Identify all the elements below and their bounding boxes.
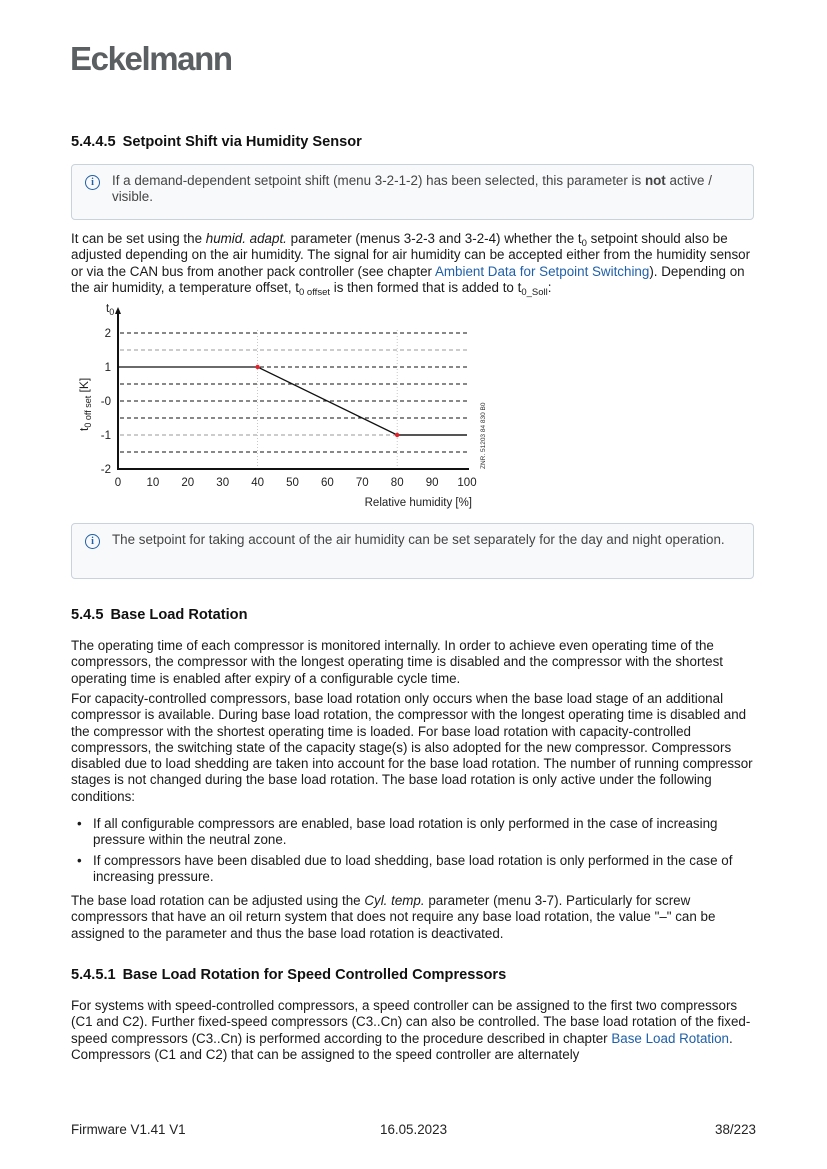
x-tick-label: 0 xyxy=(114,477,122,489)
y-tick-label: 2 xyxy=(104,328,111,340)
x-tick-label: 70 xyxy=(355,477,369,489)
paragraph-operating-time: The operating time of each compressor is monitored internally. In order to achieve even operating time of the compressors, the compressor with the longest operating time is disabled and the compressor with the shortest operating time is enabled after expiry of a configurable cycle time. xyxy=(71,638,723,686)
y-tick-label: -1 xyxy=(100,430,111,442)
y-tick-label: -2 xyxy=(100,464,111,476)
footer-date: 16.05.2023 xyxy=(380,1122,448,1137)
conditions-list xyxy=(71,816,761,889)
info-icon: i xyxy=(85,534,100,549)
section-number: 5.4.4.5 xyxy=(71,134,116,150)
section-heading-setpoint-shift xyxy=(71,134,362,150)
paragraph-cyl-temp: The base load rotation can be adjusted using the Cyl. temp. parameter (menu 3-7). Particularly for screw compressors that have an oil return system that does not require any base load rotation, the value "–" can be assigned to the parameter and thus the base load rotation is deactivated. xyxy=(71,893,716,941)
x-tick-label: 80 xyxy=(390,477,404,489)
footer-firmware: Firmware V1.41 V1 xyxy=(71,1122,186,1137)
info-note-day-night: i The setpoint for taking account of the air humidity can be set separately for the day and night operation. xyxy=(71,523,754,579)
x-tick-label: 30 xyxy=(216,477,230,489)
paragraph-capacity-controlled: For capacity-controlled compressors, base load rotation only occurs when the base load stage of an additional compressor is available. During base load rotation, the compressor with the longest operating time is disabled and the compressor with the shortest operating time is loaded. For base load rotation with capacity-controlled compressors, the switching state of the capacity stage(s) is also adopted for the new compressor. Compressors disabled due to load shedding are taken into account for the base load rotation. The number of running compressor stages is not changed during the base load rotation. The base load rotation is only active under the following conditions: xyxy=(71,691,753,804)
section-heading-speed-controlled: 5.4.5.1 Base Load Rotation for Speed Controlled Compressors xyxy=(71,967,507,983)
x-axis-label: Relative humidity [%] xyxy=(364,497,472,509)
paragraph-humidity-intro: It can be set using the humid. adapt. parameter (menus 3-2-3 and 3-2-4) whether the $t_0$ setpoint should also be adjusted depending on the air humidity. The signal for air humidity can be accepted either from the humidity sensor or via the CAN bus from another pack controller (see chapter Ambient Data for Setpoint Switching). Depending on the air humidity, a temperature offset, $t_{0 offset}$ is then formed that is added to $t_{0\_Soll}$: xyxy=(71,231,751,298)
drawing-number: ZNR. 51203 84 830 B0 xyxy=(480,402,487,469)
y-axis-arrow xyxy=(115,307,121,314)
x-tick-label: 40 xyxy=(251,477,264,489)
y-tick-label: 1 xyxy=(104,362,111,374)
eckelmann-logo: Eckelmann xyxy=(70,40,232,77)
y-tick-label: -0 xyxy=(100,396,111,408)
x-tick-label: 50 xyxy=(286,477,299,489)
series-line xyxy=(118,367,397,435)
y-axis-label: $t_{0 off set}$ [K] xyxy=(77,377,93,431)
humidity-offset-chart xyxy=(70,300,500,520)
x-tick-label: 10 xyxy=(146,477,160,489)
section-title: Setpoint Shift via Humidity Sensor xyxy=(122,134,362,150)
info-note-demand-shift: i If a demand-dependent setpoint shift (menu 3-2-1-2) has been selected, this parameter is not active / visible. xyxy=(71,164,754,220)
section-heading-base-load-rotation: 5.4.5 Base Load Rotation xyxy=(71,607,248,623)
footer-page-number: 38/223 xyxy=(715,1122,756,1137)
link-ambient-data[interactable]: Ambient Data for Setpoint Switching xyxy=(434,263,650,279)
y-axis-top-label: $t_0$ xyxy=(106,303,115,317)
list-item: • If all configurable compressors are enabled, base load rotation is only performed in the case of increasing pressure within the neutral zone. xyxy=(71,816,761,849)
data-point xyxy=(255,365,259,369)
paragraph-speed-controlled: For systems with speed-controlled compressors, a speed controller can be assigned to the first two compressors (C1 and C2). Further fixed-speed compressors (C3..Cn) can also be controlled. The base load rotation of the fixed-speed compressors (C3..Cn) is performed according to the procedure described in chapter Base Load Rotation. Compressors (C1 and C2) that can be assigned to the speed controller are alternately xyxy=(71,998,751,1062)
list-item: • If compressors have been disabled due to load shedding, base load rotation is only performed in the case of increasing pressure. xyxy=(71,853,761,886)
x-tick-label: 90 xyxy=(425,477,439,489)
emphasis-not: not xyxy=(644,173,666,188)
info-icon: i xyxy=(85,175,100,190)
link-base-load-rotation[interactable]: Base Load Rotation xyxy=(611,1030,729,1046)
x-tick-label: 100 xyxy=(457,477,477,489)
x-tick-label: 60 xyxy=(321,477,334,489)
data-point xyxy=(395,433,399,437)
x-tick-label: 20 xyxy=(181,477,195,489)
